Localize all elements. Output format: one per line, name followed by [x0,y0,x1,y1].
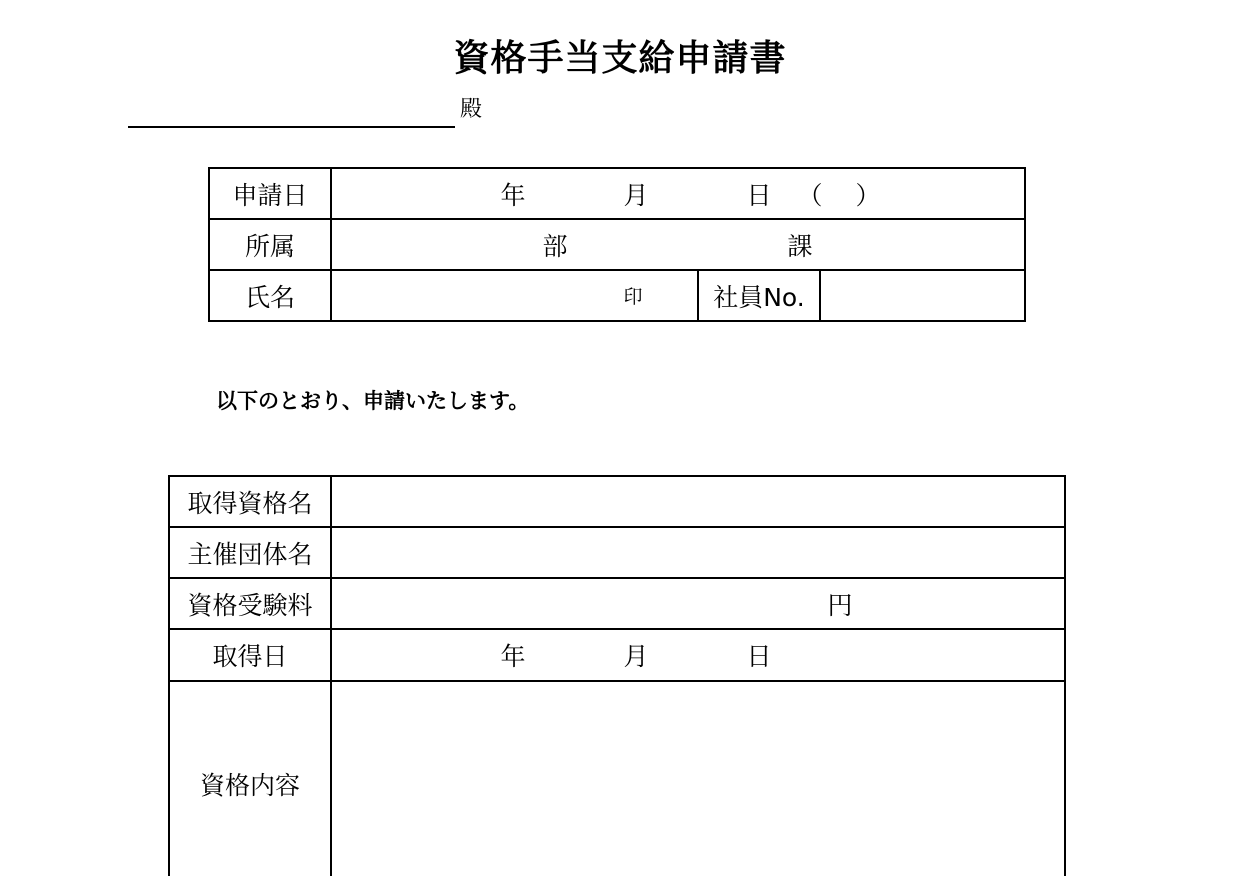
organizer-name-field[interactable] [332,528,1064,577]
table-border [1064,475,1066,876]
exam-fee-currency-unit: 円 [827,590,853,620]
affiliation-label: 所属 [244,231,295,261]
addressee-suffix: 殿 [460,97,483,122]
addressee-blank-line[interactable] [128,126,455,128]
application-date-day-unit: 日 [746,180,772,210]
affiliation-field[interactable] [332,220,1024,269]
department-unit: 部 [542,231,568,261]
acquisition-date-month-unit: 月 [623,642,649,671]
employee-no-label: 社員No. [713,282,805,312]
acquisition-date-label: 取得日 [212,642,288,671]
application-date-field[interactable] [332,169,1024,218]
employee-no-field[interactable] [821,271,1024,320]
acquisition-date-year-unit: 年 [500,642,526,671]
exam-fee-label: 資格受験料 [187,590,313,620]
application-date-weekday-open: （ [797,180,823,210]
application-date-year-unit: 年 [500,180,526,210]
seal-mark: 印 [623,286,643,308]
table-border [1024,167,1026,322]
section-unit: 課 [787,231,813,261]
acquisition-date-field[interactable] [332,630,1064,680]
qualification-content-label: 資格内容 [199,771,300,800]
application-date-label: 申請日 [232,180,308,210]
intro-text: 以下のとおり、申請いたします。 [216,389,530,413]
document-title: 資格手当支給申請書 [453,38,787,79]
qualification-name-label: 取得資格名 [187,488,313,518]
qualification-content-field[interactable] [332,682,1064,876]
exam-fee-field[interactable] [332,579,1064,628]
acquisition-date-day-unit: 日 [746,642,772,671]
name-label: 氏名 [244,282,295,312]
qualification-name-field[interactable] [332,477,1064,526]
application-date-weekday-close: ） [855,180,881,210]
application-date-month-unit: 月 [623,180,649,210]
organizer-name-label: 主催団体名 [187,539,313,569]
